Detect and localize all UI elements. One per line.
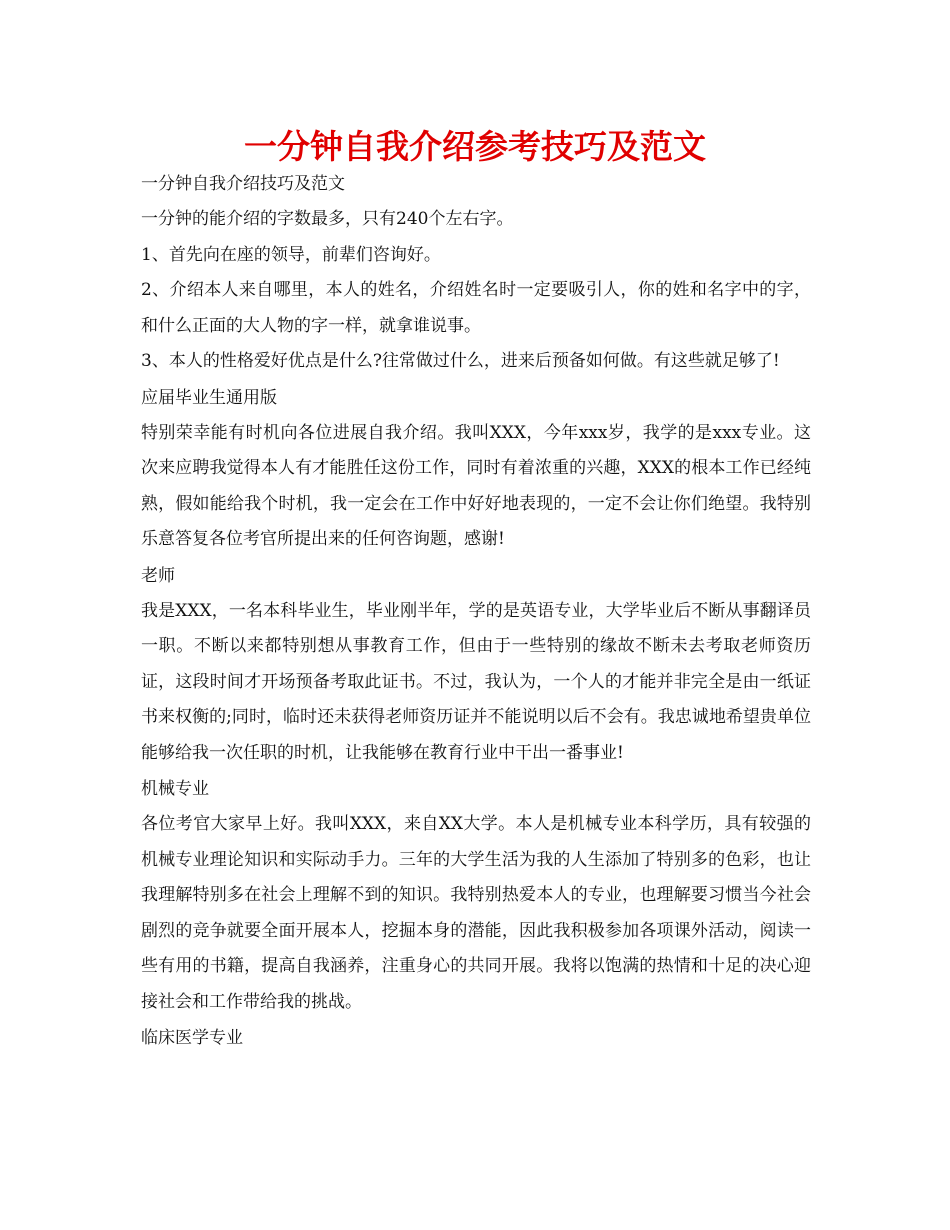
section-heading-mechanical: 机械专业 [141,779,209,799]
section-heading-clinical: 临床医学专业 [141,1028,243,1048]
paragraph-tip-3: 3、本人的性格爱好优点是什么?往常做过什么，进来后预备如何做。有这些就足够了! [141,351,780,371]
document-title: 一分钟自我介绍参考技巧及范文 [244,127,706,166]
paragraph-teacher-sample: 我是XXX，一名本科毕业生，毕业刚半年，学的是英语专业，大学毕业后不断从事翻译员一职。不断以来都特别想从事教育工作，但由于一些特别的缘故不断未去考取老师资历证，这段时间才开场预备考取此证书。不过，我认为，一个人的才能并非完全是由一纸证书来权衡的;同时，临时还未获得老师资历证并不能说明以后不会有。我忠诚地希望贵单位能够给我一次任职的时机，让我能够在教育行业中干出一番事业! [141,600,811,763]
paragraph-tip-2: 2、介绍本人来自哪里，本人的姓名，介绍姓名时一定要吸引人，你的姓和名字中的字，和什么正面的大人物的字一样，就拿谁说事。 [141,280,811,336]
paragraph-word-count: 一分钟的能介绍的字数最多，只有240个左右字。 [141,209,514,229]
document-body [141,166,811,1056]
paragraph-graduate-sample: 特别荣幸能有时机向各位进展自我介绍。我叫XXX，今年xxx岁，我学的是xxx专业。这次来应聘我觉得本人有才能胜任这份工作，同时有着浓重的兴趣，XXX的根本工作已经纯熟，假如能给我个时机，我一定会在工作中好好地表现的，一定不会让你们绝望。我特别乐意答复各位考官所提出来的任何咨询题，感谢! [141,422,811,549]
section-heading-graduate: 应届毕业生通用版 [141,387,277,408]
paragraph-tip-1: 1、首先向在座的领导，前辈们咨询好。 [141,244,441,265]
paragraph-mechanical-sample: 各位考官大家早上好。我叫XXX，来自XX大学。本人是机械专业本科学历，具有较强的机械专业理论知识和实际动手力。三年的大学生活为我的人生添加了特别多的色彩，也让我理解特别多在社会上理解不到的知识。我特别热爱本人的专业，也理解要习惯当今社会剧烈的竞争就要全面开展本人，挖掘本身的潜能，因此我积极参加各项课外活动，阅读一些有用的书籍，提高自我涵养，注重身心的共同开展。我将以饱满的热情和十足的决心迎接社会和工作带给我的挑战。 [141,814,811,1012]
section-heading-teacher: 老师 [141,565,175,586]
paragraph-subtitle: 一分钟自我介绍技巧及范文 [141,174,345,194]
